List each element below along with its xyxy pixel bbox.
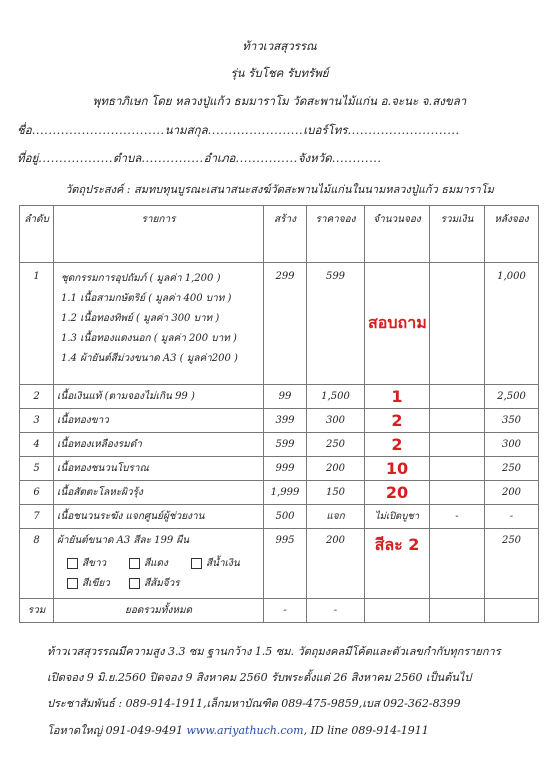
row-total bbox=[430, 529, 485, 599]
row-price: 1,500 bbox=[307, 385, 365, 409]
province-label: จังหวัด bbox=[297, 151, 332, 165]
row-after: 300 bbox=[485, 433, 539, 457]
row-item: เนื้อทองขาว bbox=[54, 409, 264, 433]
purpose-line: วัตถุประสงค์ : สมทบทุนบูรณะเสนาสนะสงฆ์วัดสะพานไม้แก่นในนามหลวงปู่แก้ว ธมมาราโม bbox=[65, 183, 494, 196]
col-header-item: รายการ bbox=[54, 206, 264, 263]
row-total bbox=[430, 457, 485, 481]
footer-line-2: เปิดจอง 9 มิ.ย.2560 ปิดจอง 9 สิงหาคม 2560 รับพระตั้งแต่ 26 สิงหาคม 2560 เป็นต้นไป bbox=[47, 671, 472, 684]
row-price: 200 bbox=[307, 529, 365, 599]
table-row bbox=[20, 263, 539, 385]
checkbox[interactable] bbox=[191, 558, 202, 569]
row-no: 7 bbox=[20, 505, 54, 529]
footer-phone: โอหาดใหญ่ 091-049-9491 bbox=[47, 724, 187, 737]
checkbox[interactable] bbox=[129, 558, 140, 569]
table-row bbox=[20, 529, 539, 599]
row-item: เนื้อสัตตะโลหะผิวรุ้ง bbox=[54, 481, 264, 505]
footer-line-1: ท้าวเวสสุวรรณมีความสูง 3.3 ซม ฐานกว้าง 1.5 ซม. วัตถุมงคลมีโค้ตและตัวเลขกำกับทุกรายการ bbox=[47, 645, 501, 658]
footer-line-3: ประชาสัมพันธ์ : 089-914-1911,เล็กมหาบัณฑิต 089-475-9859,เบส 092-362-8399 bbox=[47, 697, 461, 710]
surname-label: นามสกุล bbox=[164, 123, 208, 137]
summary-built: - bbox=[264, 599, 307, 623]
row-price: 150 bbox=[307, 481, 365, 505]
col-header-total: รวมเงิน bbox=[430, 206, 485, 263]
row-after: 200 bbox=[485, 481, 539, 505]
row-built: 500 bbox=[264, 505, 307, 529]
row-no: 4 bbox=[20, 433, 54, 457]
row-after: 350 bbox=[485, 409, 539, 433]
checkbox[interactable] bbox=[129, 578, 140, 589]
row-total bbox=[430, 263, 485, 385]
website-link[interactable]: www.ariyathuch.com bbox=[186, 724, 304, 737]
row-qty: 2 bbox=[365, 433, 430, 457]
row-item: เนื้อทองเหลืองรมดำ bbox=[54, 433, 264, 457]
row-total bbox=[430, 433, 485, 457]
district-label: อำเภอ bbox=[203, 151, 236, 165]
row-no: 6 bbox=[20, 481, 54, 505]
table-row bbox=[20, 385, 539, 409]
row-item bbox=[54, 529, 264, 599]
form-title: ท้าวเวสสุวรรณ bbox=[242, 39, 317, 53]
summary-price: - bbox=[307, 599, 365, 623]
col-header-no: ลำดับ bbox=[20, 206, 54, 263]
phone-label: เบอร์โทร bbox=[303, 123, 348, 137]
row-built: 299 bbox=[264, 263, 307, 385]
row-price: 200 bbox=[307, 457, 365, 481]
row-qty: 10 bbox=[365, 457, 430, 481]
summary-label: รวม bbox=[20, 599, 54, 623]
row-after: 1,000 bbox=[485, 263, 539, 385]
address-line: ที่อยู่..................ตำบล...............อำเภอ...............จังหวัด............ bbox=[17, 151, 382, 165]
row-built: 1,999 bbox=[264, 481, 307, 505]
row-item: เนื้อทองชนวนโบราณ bbox=[54, 457, 264, 481]
table-row bbox=[20, 433, 539, 457]
row-after: - bbox=[485, 505, 539, 529]
ceremony-line: พุทธาภิเษก โดย หลวงปู่แก้ว ธมมาราโม วัดสะพานไม้แก่น อ.จะนะ จ.สงขลา bbox=[92, 94, 467, 108]
color-option-blue[interactable]: สีน้ำเงิน bbox=[191, 554, 253, 574]
row-item-main: ชุดกรรมการอุปถัมภ์ ( มูลค่า 1,200 ) bbox=[61, 273, 221, 284]
row-price: 300 bbox=[307, 409, 365, 433]
row-qty: สอบถาม bbox=[365, 263, 430, 385]
table-row bbox=[20, 457, 539, 481]
summary-row bbox=[20, 599, 539, 623]
row-after: 250 bbox=[485, 529, 539, 599]
row-total: - bbox=[430, 505, 485, 529]
table-row bbox=[20, 505, 539, 529]
col-header-qty: จำนวนจอง bbox=[365, 206, 430, 263]
row-item: เนื้อเงินแท้ (ตามจองไม่เกิน 99 ) bbox=[54, 385, 264, 409]
col-header-price: ราคาจอง bbox=[307, 206, 365, 263]
table-row bbox=[20, 409, 539, 433]
form-subtitle: รุ่น รับโชค รับทรัพย์ bbox=[230, 66, 329, 80]
row-qty: 20 bbox=[365, 481, 430, 505]
row-item: เนื้อชนวนระฆัง แจกศูนย์ผู้ช่วยงาน bbox=[54, 505, 264, 529]
row-price: แจก bbox=[307, 505, 365, 529]
row-subitem: 1.3 เนื้อทองแดงนอก ( มูลค่า 200 บาท ) bbox=[61, 333, 237, 344]
summary-total bbox=[430, 599, 485, 623]
row-price: 250 bbox=[307, 433, 365, 457]
summary-item: ยอดรวมทั้งหมด bbox=[54, 599, 264, 623]
row-built: 995 bbox=[264, 529, 307, 599]
subdistrict-label: ตำบล bbox=[113, 151, 142, 165]
name-line: ชื่อ................................นามสกุล.......................เบอร์โทร........................... bbox=[17, 123, 460, 137]
row-no: 5 bbox=[20, 457, 54, 481]
row-item-main: ผ้ายันต์ขนาด A3 สีละ 199 ผืน bbox=[57, 535, 190, 546]
row-after: 250 bbox=[485, 457, 539, 481]
row-no: 1 bbox=[20, 263, 54, 385]
summary-qty bbox=[365, 599, 430, 623]
summary-after bbox=[485, 599, 539, 623]
row-built: 99 bbox=[264, 385, 307, 409]
row-qty: ไม่เปิดบูชา bbox=[365, 505, 430, 529]
color-option-white[interactable]: สีขาว bbox=[67, 554, 129, 574]
row-no: 8 bbox=[20, 529, 54, 599]
row-total bbox=[430, 385, 485, 409]
row-built: 999 bbox=[264, 457, 307, 481]
color-option-saffron[interactable]: สีส้มจีวร bbox=[129, 574, 191, 594]
address-label: ที่อยู่ bbox=[17, 151, 39, 165]
checkbox[interactable] bbox=[67, 558, 78, 569]
row-price: 599 bbox=[307, 263, 365, 385]
col-header-after: หลังจอง bbox=[485, 206, 539, 263]
table-header-row bbox=[20, 206, 539, 263]
row-built: 399 bbox=[264, 409, 307, 433]
row-total bbox=[430, 409, 485, 433]
row-qty: 2 bbox=[365, 409, 430, 433]
row-no: 3 bbox=[20, 409, 54, 433]
color-option-green[interactable]: สีเขียว bbox=[67, 574, 129, 594]
checkbox[interactable] bbox=[67, 578, 78, 589]
row-qty: สีละ 2 bbox=[365, 529, 430, 599]
color-option-red[interactable]: สีแดง bbox=[129, 554, 191, 574]
footer-line-id: , ID line 089-914-1911 bbox=[303, 724, 429, 737]
row-subitem: 1.4 ผ้ายันต์สีม่วงขนาด A3 ( มูลค่า200 ) bbox=[61, 353, 238, 364]
footer-line-4 bbox=[47, 721, 429, 739]
row-built: 599 bbox=[264, 433, 307, 457]
col-header-built: สร้าง bbox=[264, 206, 307, 263]
order-table bbox=[19, 205, 539, 623]
table-row bbox=[20, 481, 539, 505]
row-subitem: 1.1 เนื้อสามกษัตริย์ ( มูลค่า 400 บาท ) bbox=[61, 293, 232, 304]
row-qty: 1 bbox=[365, 385, 430, 409]
row-subitem: 1.2 เนื้อทองทิพย์ ( มูลค่า 300 บาท ) bbox=[61, 313, 220, 324]
row-no: 2 bbox=[20, 385, 54, 409]
name-label: ชื่อ bbox=[17, 123, 32, 137]
row-total bbox=[430, 481, 485, 505]
row-after: 2,500 bbox=[485, 385, 539, 409]
row-item bbox=[54, 263, 264, 385]
